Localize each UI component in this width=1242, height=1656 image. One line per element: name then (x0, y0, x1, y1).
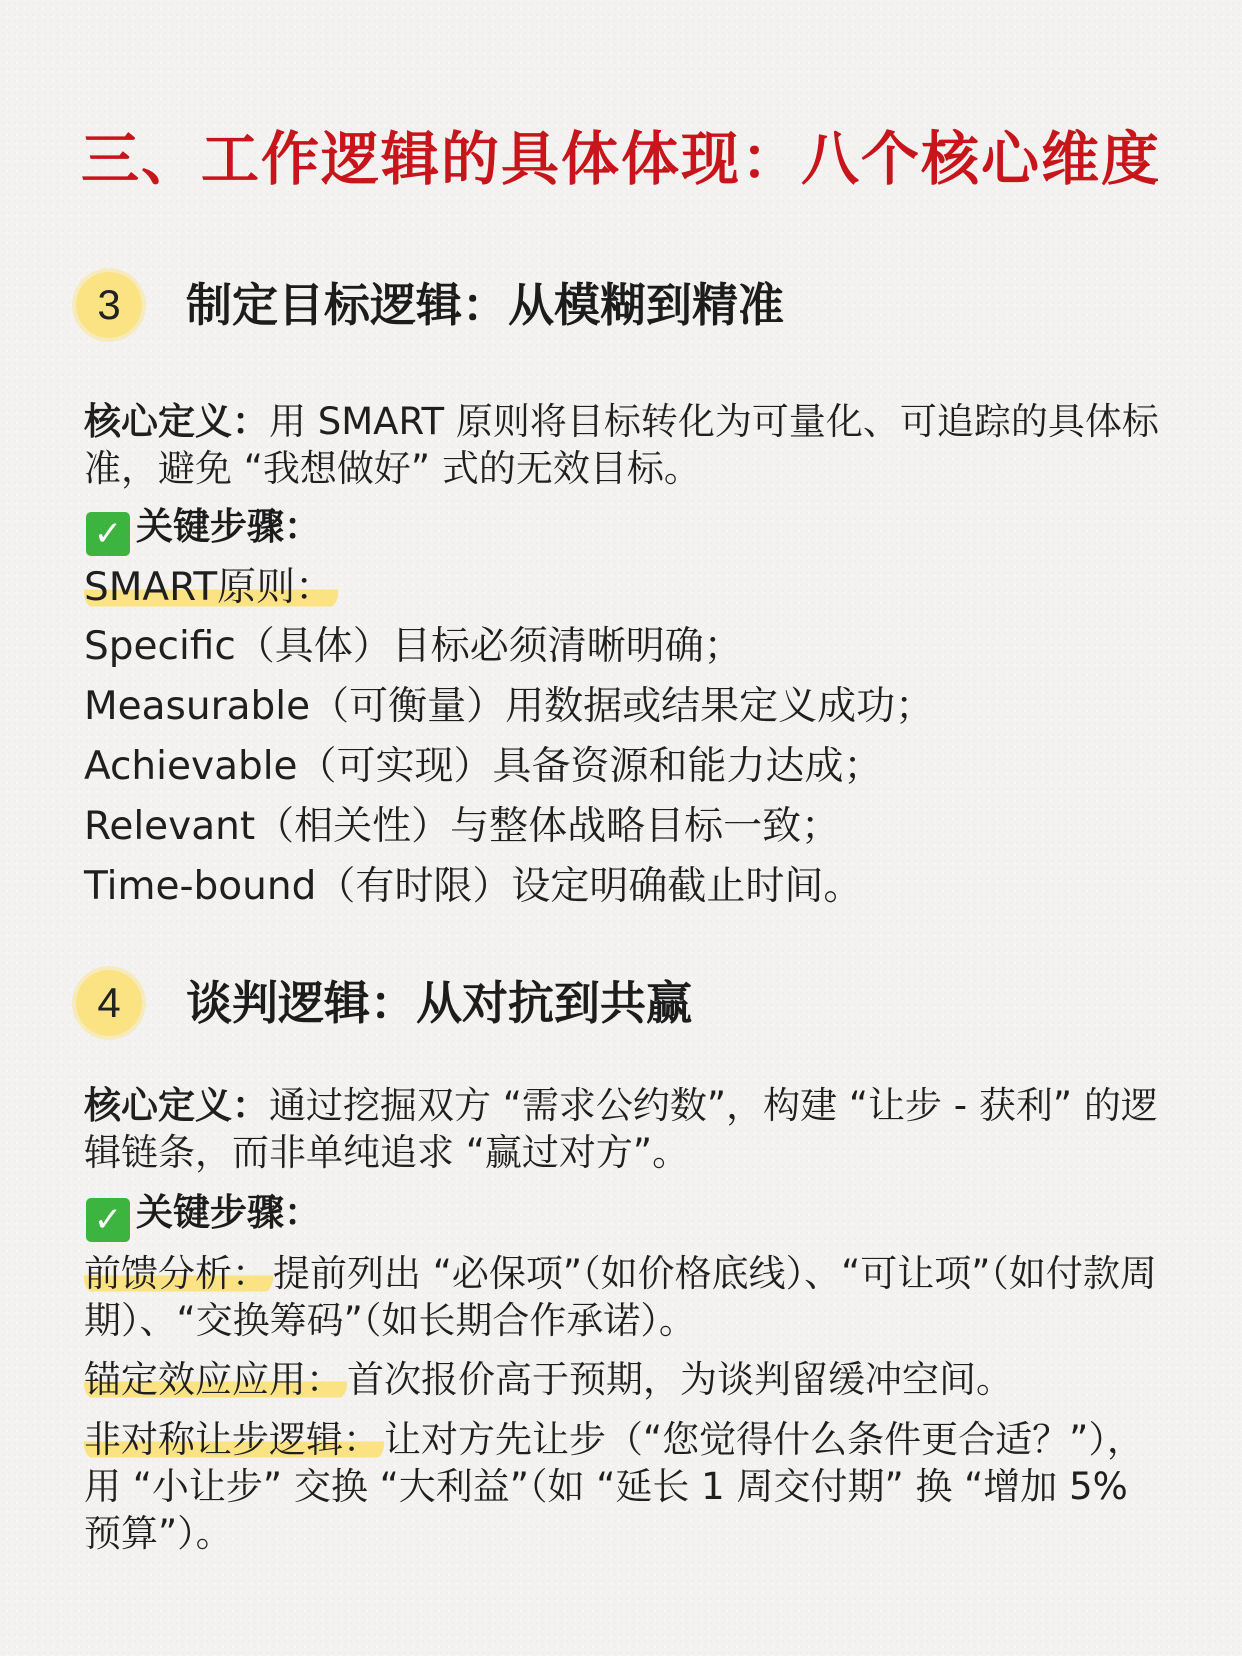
highlighted-label: 非对称让步逻辑： (84, 1418, 384, 1461)
core-definition (84, 398, 1174, 492)
step-item (84, 1356, 1174, 1403)
section-title: 谈判逻辑：从对抗到共赢 (186, 976, 692, 1030)
key-steps-label: 关键步骤： (136, 505, 321, 548)
section-3-header (72, 268, 1172, 348)
smart-principle-label (84, 562, 338, 614)
section-number-badge: 3 (76, 272, 142, 338)
highlighted-label: 锚定效应应用： (84, 1358, 347, 1401)
smart-item: Measurable（可衡量）用数据或结果定义成功； (84, 684, 935, 729)
key-steps-label: 关键步骤： (136, 1191, 321, 1234)
highlighted-label: 前馈分析： (84, 1252, 273, 1295)
key-steps-heading (86, 502, 321, 552)
key-steps-heading (86, 1188, 321, 1238)
smart-item: Time-bound（有时限）设定明确截止时间。 (84, 864, 863, 909)
core-definition (84, 1082, 1174, 1176)
section-4-header (72, 966, 1172, 1046)
smart-item: Relevant（相关性）与整体战略目标一致； (84, 804, 841, 849)
check-mark-icon: ✓ (86, 1198, 130, 1242)
core-definition-text: 用 SMART 原则将目标转化为可量化、可追踪的具体标准，避免 “我想做好” 式的无效目标。 (84, 400, 1159, 490)
smart-item: Achievable（可实现）具备资源和能力达成； (84, 744, 883, 789)
highlighted-label: SMART原则： (84, 565, 338, 610)
section-title: 制定目标逻辑：从模糊到精准 (186, 278, 784, 332)
step-text: 让对方先让步（“您觉得什么条件更合适？”），用 “小让步” 交换 “大利益”（如 “延长 1 周交付期” 换 “增加 5% 预算”）。 (84, 1418, 1144, 1555)
page-title: 三、工作逻辑的具体体现：八个核心维度 (80, 125, 1161, 193)
step-item (84, 1416, 1174, 1557)
step-item (84, 1250, 1174, 1344)
section-number-badge: 4 (76, 970, 142, 1036)
core-definition-text: 通过挖掘双方 “需求公约数”，构建 “让步 - 获利” 的逻辑链条，而非单纯追求 “赢过对方”。 (84, 1084, 1158, 1174)
check-mark-icon: ✓ (86, 512, 130, 556)
step-text: 首次报价高于预期，为谈判留缓冲空间。 (347, 1358, 1013, 1401)
core-definition-label: 核心定义： (84, 1084, 269, 1127)
core-definition-label: 核心定义： (84, 400, 269, 443)
smart-item: Specific（具体）目标必须清晰明确； (84, 624, 743, 669)
step-text: 提前列出 “必保项”（如价格底线）、“可让项”（如付款周期）、“交换筹码”（如长期合作承诺）。 (84, 1252, 1157, 1342)
